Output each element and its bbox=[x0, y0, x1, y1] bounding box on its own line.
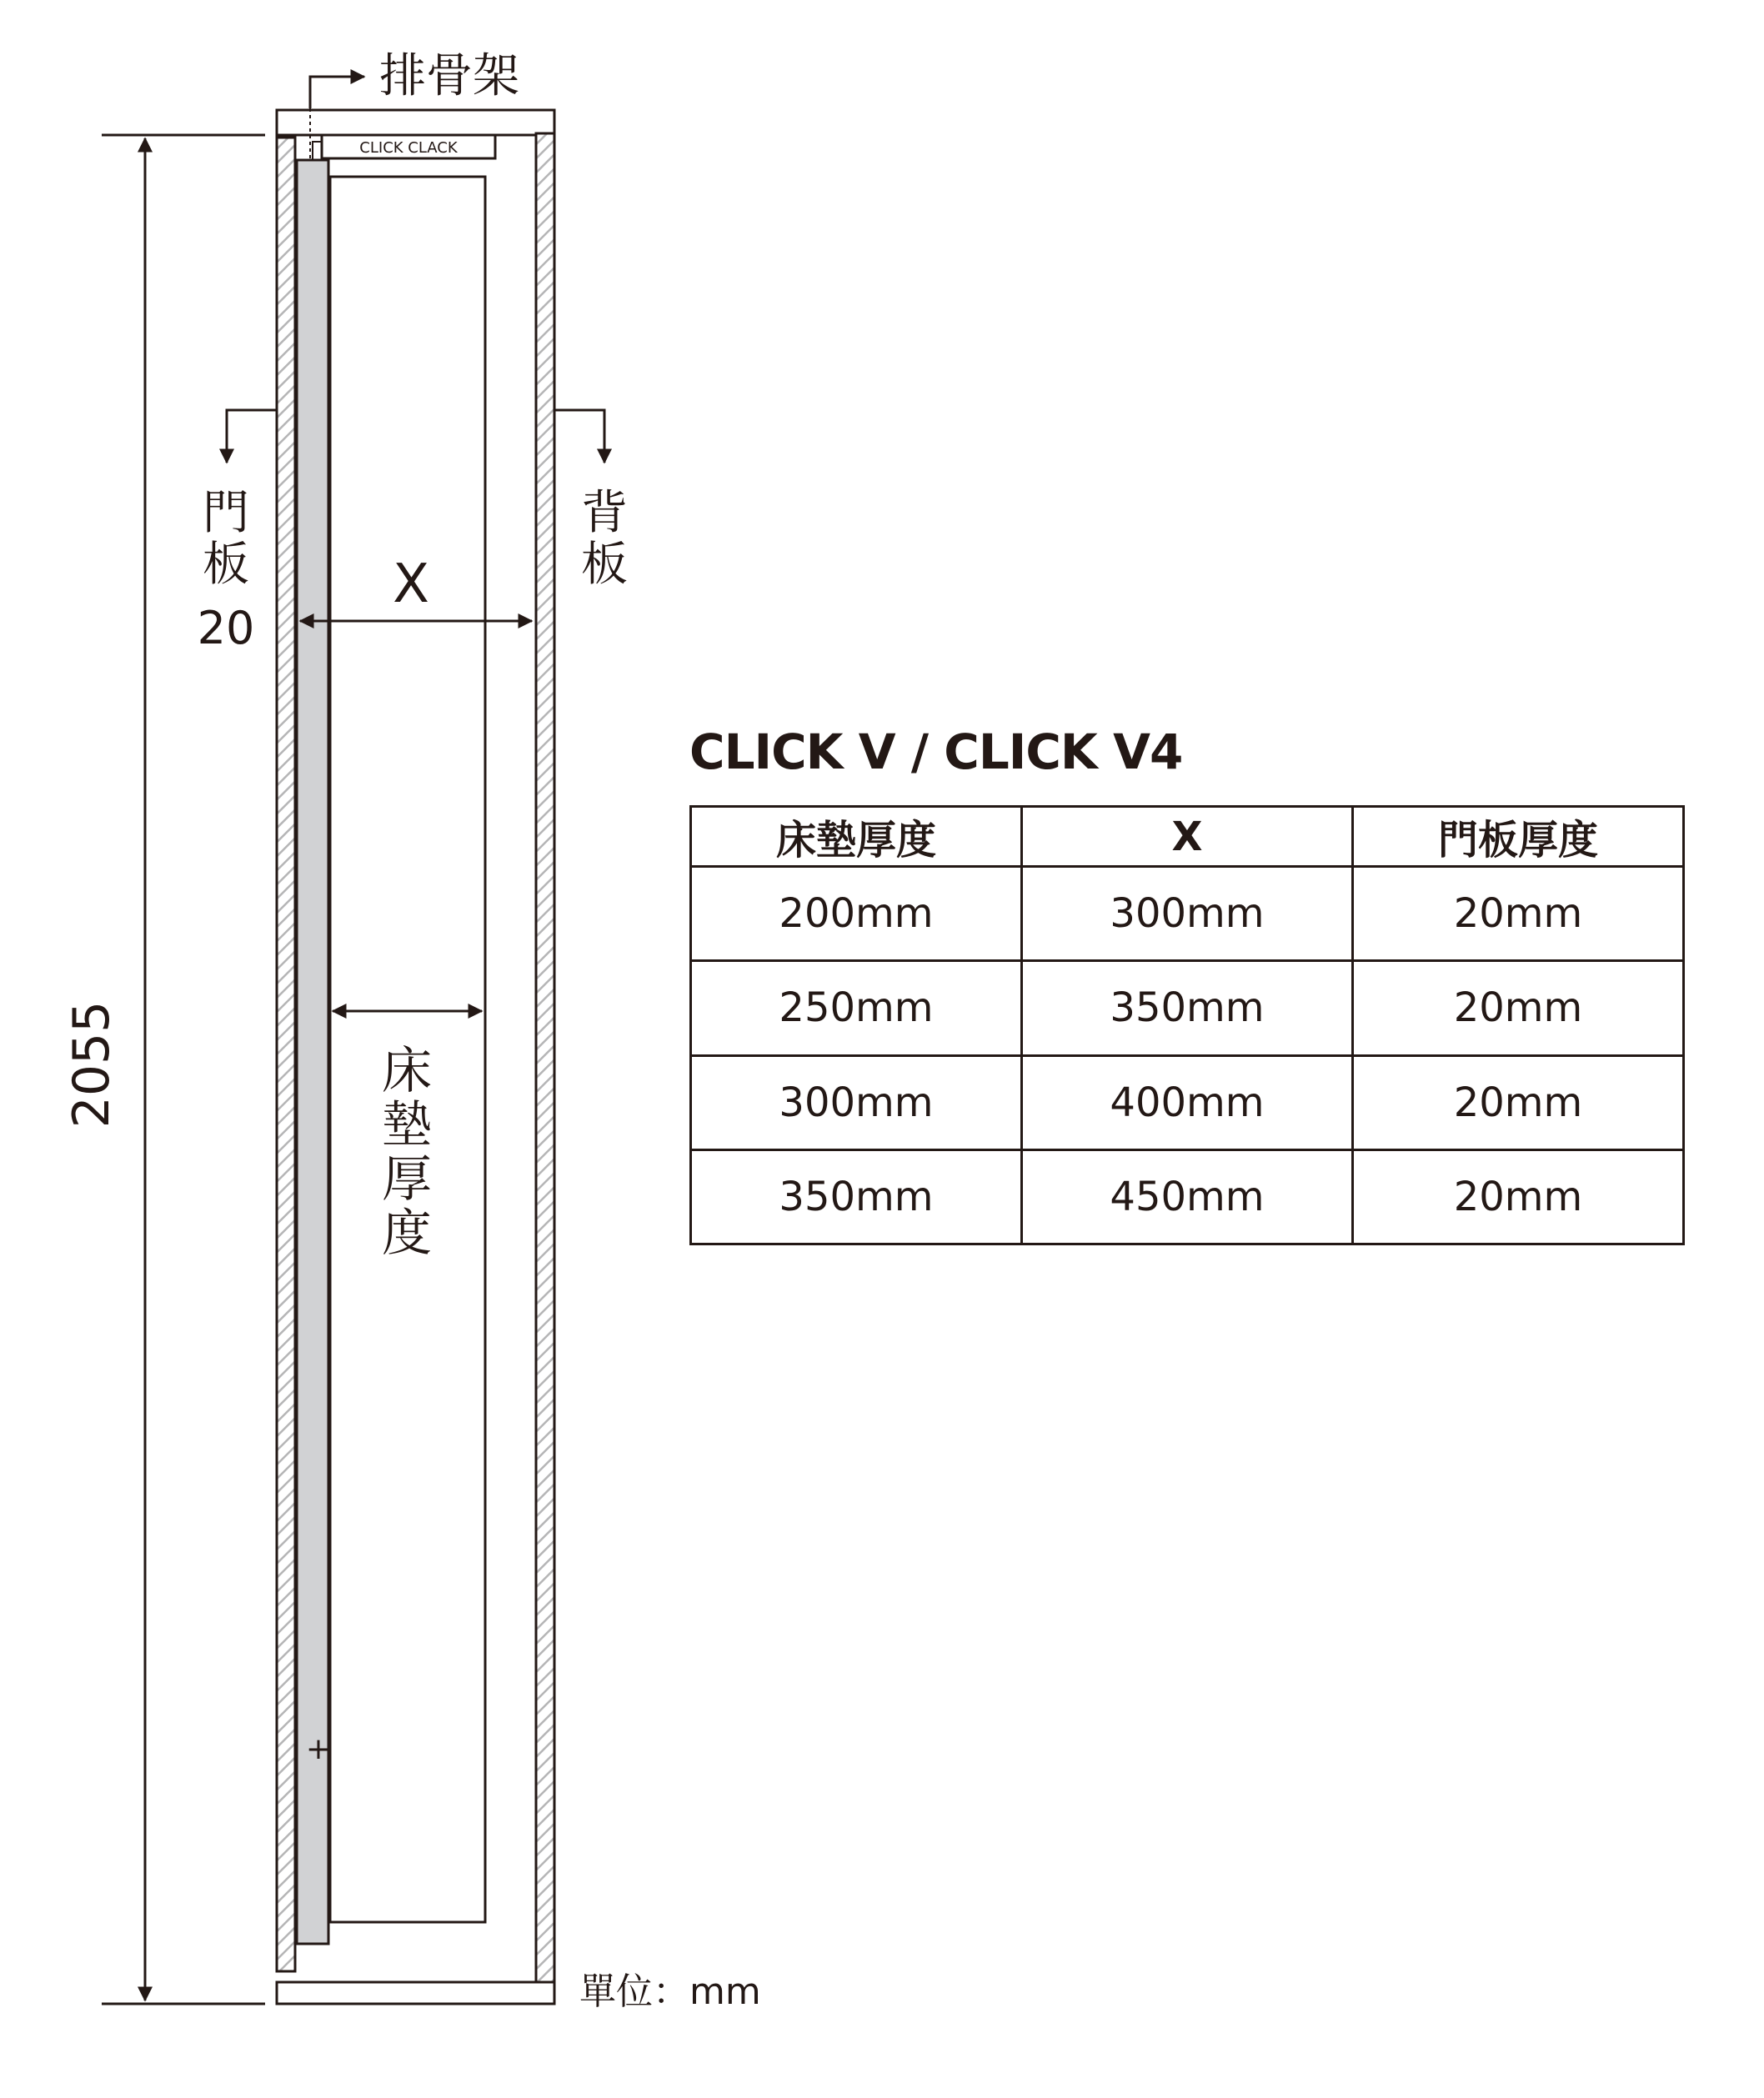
cell-mattress-thickness: 350mm bbox=[691, 1149, 1022, 1244]
unit-label: 單位：mm bbox=[579, 1970, 761, 2013]
spec-table bbox=[689, 805, 1685, 1245]
door-panel bbox=[277, 138, 295, 1971]
cell-x: 300mm bbox=[1022, 867, 1353, 961]
slat-frame-label: 排骨架 bbox=[379, 49, 519, 103]
back-panel-label-2: 板 bbox=[581, 538, 628, 592]
header-mattress-thickness: 床墊厚度 bbox=[691, 807, 1022, 867]
table-header-row bbox=[691, 807, 1684, 867]
slat-frame bbox=[297, 160, 328, 1944]
back-panel-label-1: 背 bbox=[581, 486, 628, 540]
cell-x: 450mm bbox=[1022, 1149, 1353, 1244]
table-row bbox=[691, 867, 1684, 961]
mattress-label-3: 厚 bbox=[382, 1150, 432, 1209]
mattress-label-1: 床 bbox=[382, 1042, 432, 1100]
back-panel-leader bbox=[554, 410, 604, 463]
cell-mattress-thickness: 200mm bbox=[691, 867, 1022, 961]
plus-mark: + bbox=[305, 1732, 332, 1766]
door-panel-label-1: 門 bbox=[203, 486, 249, 540]
door-panel-leader bbox=[227, 410, 277, 463]
cell-door-thickness: 20mm bbox=[1353, 1055, 1684, 1149]
header-door-thickness: 門板厚度 bbox=[1353, 807, 1684, 867]
cabinet-top-board bbox=[277, 110, 554, 135]
click-clack-label: CLICK CLACK bbox=[359, 139, 458, 157]
cell-x: 350mm bbox=[1022, 961, 1353, 1055]
cell-door-thickness: 20mm bbox=[1353, 961, 1684, 1055]
door-panel-value: 20 bbox=[197, 602, 255, 654]
table-title: CLICK V / CLICK V4 bbox=[689, 724, 1183, 780]
mattress-label-2: 墊 bbox=[382, 1096, 432, 1154]
slat-frame-leader bbox=[310, 77, 364, 108]
door-panel-label-2: 板 bbox=[203, 538, 249, 592]
cell-mattress-thickness: 300mm bbox=[691, 1055, 1022, 1149]
back-panel bbox=[536, 133, 554, 1982]
table-row bbox=[691, 961, 1684, 1055]
cell-x: 400mm bbox=[1022, 1055, 1353, 1149]
cell-door-thickness: 20mm bbox=[1353, 867, 1684, 961]
mattress-label-4: 度 bbox=[382, 1204, 432, 1263]
x-dimension-label: X bbox=[393, 553, 429, 615]
cabinet-bottom-board bbox=[277, 1982, 554, 2004]
cell-mattress-thickness: 250mm bbox=[691, 961, 1022, 1055]
table-row bbox=[691, 1149, 1684, 1244]
header-x: X bbox=[1022, 807, 1353, 867]
table-row bbox=[691, 1055, 1684, 1149]
cell-door-thickness: 20mm bbox=[1353, 1149, 1684, 1244]
height-value: 2055 bbox=[63, 1000, 121, 1129]
